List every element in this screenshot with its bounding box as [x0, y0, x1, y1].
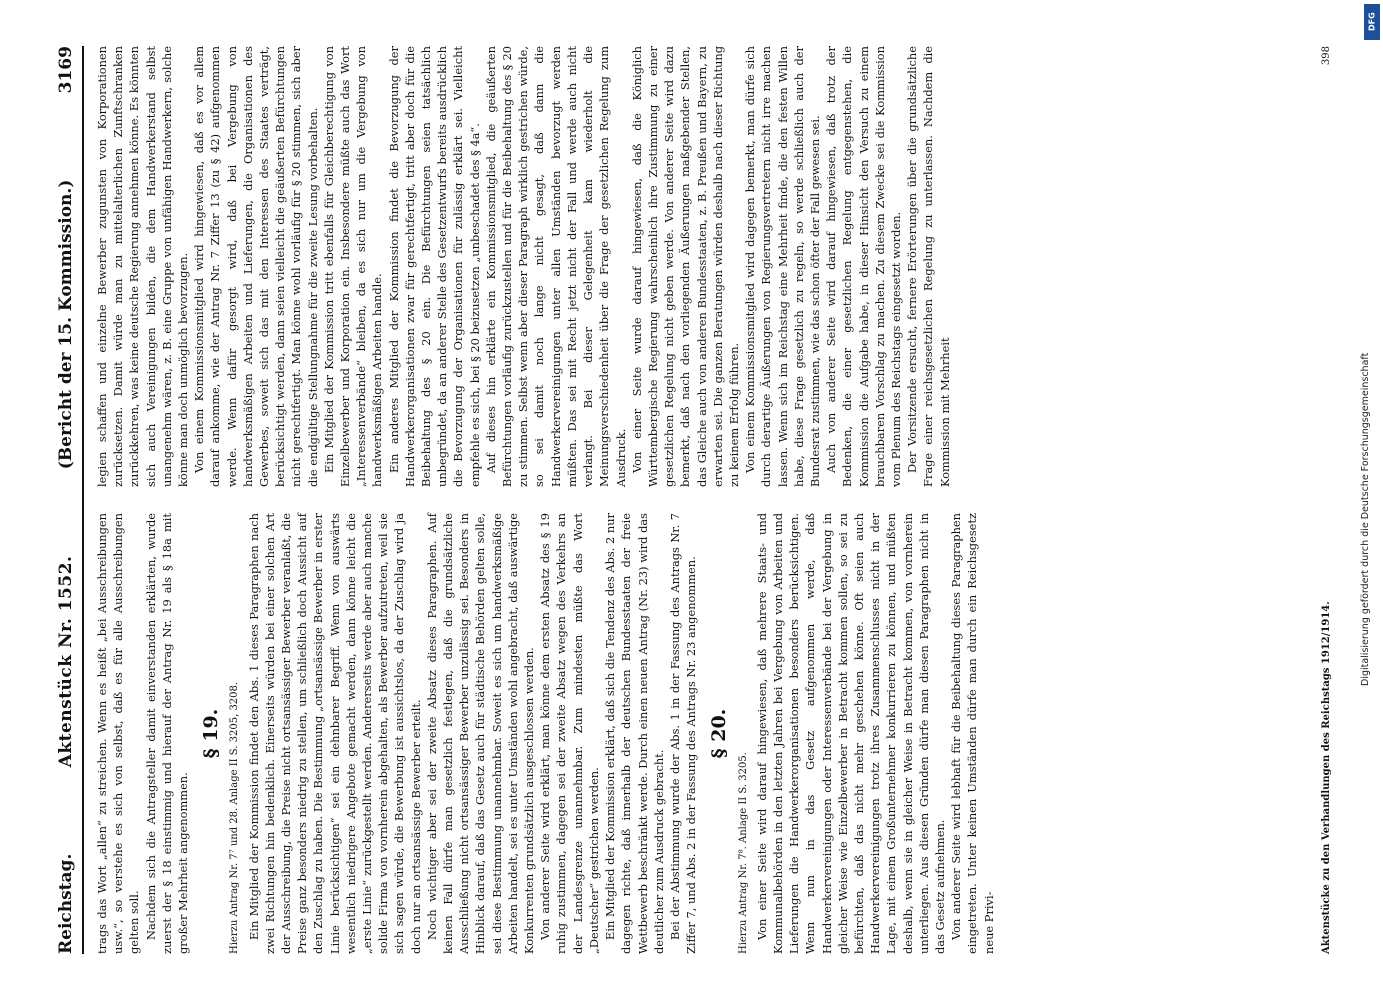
page-footer	[1321, 46, 1332, 954]
paragraph: Noch wichtiger aber sei der zweite Absatz dieses Paragraphen. Auf keinen Fall dürfe man gesetzlich festlegen, daß die grundsätzliche Ausschließung nicht ortsansässiger Bewerber unzulässig sei. Besonders in Hinblick darauf, daß das Gesetz auch für städtische Behörden gelten solle, sei diese Bestimmung unannehmbar. Soweit es sich um handwerksmäßige Arbeiten handelt, sei es unter Umständen wohl angebracht, daß auswärtige Konkurrenten grundsätzlich ausgeschlossen werden.	[424, 513, 537, 954]
digitization-notice: Digitalisierung gefördert durch die Deutsche Forschungsgemeinschaft	[1360, 352, 1371, 686]
right-column	[94, 46, 997, 487]
paragraph: Von anderer Seite wird erklärt, man könne dem ersten Absatz des § 19 ruhig zustimmen, dagegen sei der zweite Absatz wegen des Verkehrs an der Landesgrenze unannehmbar. Zum mindesten müßte das Wort „Deutscher“ gestrichen werden.	[538, 513, 601, 954]
section-note: Hierzu Antrag Nr. 7⁸. Anlage II S. 3205.	[737, 752, 749, 954]
paragraph: Ein Mitglied der Kommission findet den Abs. 1 dieses Paragraphen nach zwei Richtungen hin bedenklich. Einerseits würden bei einer solchen Art der Ausschreibung, die Preise nicht ortsansässiger Bewerber veranlaßt, die Preise ganz besonders niedrig zu stellen, um schließlich doch Aussicht auf den Zuschlag zu haben. Die Bestimmung „ortsansässige Bewerber in erster Linie berücksichtigen“ sei ein dehnbarer Begriff. Wenn von auswärts wesentlich niedrigere Angebote gemacht werden, dann könne leicht die „erste Linie“ zurückgestellt werden. Andererseits werde aber auch manche solide Firma von vornherein abgehalten, als Bewerber aufzutreten, weil sie sich sagen würde, die Bewerbung ist aussichtslos, da der Zuschlag wird ja doch nur an ortsansässige Bewerber erteilt.	[246, 513, 423, 954]
text-columns	[94, 46, 997, 954]
paragraph: Auf dieses hin erklärte ein Kommissionsmitglied, die geäußerten Befürchtungen vorläufig zurückzustellen und für die Beibehaltung des § 20 zu stimmen. Selbst wenn aber dieser Paragraph wirklich gestrichen würde, so sei damit noch lange nicht gesagt, daß dann die Handwerkervereinigungen unter allen Umständen bevorzugt werden müßten. Das sei mit Recht jetzt nicht der Fall und werde auch nicht verlangt. Bei dieser Gelegenheit kam wiederholt die Meinungsverschiedenheit über die Frage der gesetzlichen Regelung zum Ausdruck.	[483, 46, 628, 487]
paragraph: Von einem Kommissionsmitglied wird dagegen bemerkt, man dürfe sich durch derartige Äußerungen von Regierungsvertretern nicht irre machen lassen. Wenn sich im Reichstag eine Mehrheit finde, die den festen Willen habe, diese Frage gesetzlich zu regeln, so werde schließlich auch der Bundesrat zustimmen, wie das schon öfter der Fall gewesen sei.	[743, 46, 822, 487]
paragraph: Von einer Seite wurde darauf hingewiesen, daß die Königlich Württembergische Regierung wahrscheinlich ihre Zustimmung zu einer gesetzlichen Regelung nicht geben werde. Von anderer Seite wird dazu bemerkt, daß nach den vorliegenden Äußerungen maßgebender Stellen, das Gleiche auch von anderen Bundesstaaten, z. B. Preußen und Bayern, zu erwarten sei. Die ganzen Beratungen würden deshalb nach dieser Richtung zu keinem Erfolg führen.	[629, 46, 741, 487]
paragraph: Von anderer Seite wird lebhaft für die Beibehaltung dieses Paragraphen eingetreten. Unter keinen Umständen dürfe man durch ein Reichsgesetz neue Privi-	[949, 513, 996, 954]
paragraph: Der Vorsitzende ersucht, fernere Erörterungen über die grundsätzliche Frage einer reichsgesetzlichen Regelung zu unterlassen. Nachdem die Kommission mit Mehrheit	[905, 46, 952, 487]
footer-page-mark: 398	[1321, 46, 1332, 66]
paragraph: Ein Mitglied der Kommission erklärt, daß sich die Tendenz des Abs. 2 nur dagegen richte, daß innerhalb der deutschen Bundesstaaten der freie Wettbewerb beschränkt werde. Durch einen neuen Antrag (Nr. 23) wird das deutlicher zum Ausdruck gebracht.	[603, 513, 666, 954]
page-header	[56, 46, 84, 954]
page-number: 3169	[56, 46, 76, 94]
dfg-logo: DFG	[1364, 4, 1380, 40]
paragraph: Von einer Seite wird darauf hingewiesen, daß mehrere Staats- und Kommunalbehörden in den letzten Jahren bei Vergebung von Arbeiten und Lieferungen die Handwerkerorganisationen besonders berücksichtigen. Wenn nun in das Gesetz aufgenommen werde, daß Handwerkervereinigungen oder Interessenverbände bei der Vergebung in gleicher Weise wie Einzelbewerber in Betracht kommen sollen, so sei zu befürchten, daß das nicht mehr geschehen könne. Oft seien auch Handwerkervereinigungen trotz ihres Zusammenschlusses nicht in der Lage, mit einem Großunternehmer konkurrieren zu können, und müßten deshalb, wenn sie in gleicher Weise in Betracht kommen, von vornherein unterliegen. Aus diesen Gründen dürfe man diesen Paragraphen nicht in das Gesetz aufnehmen.	[754, 513, 947, 954]
paragraph: Nachdem sich die Antragsteller damit einverstanden erklärten, wurde zuerst der § 18 einstimmig und hierauf der Antrag Nr. 19 als § 18a mit großer Mehrheit angenommen.	[143, 513, 191, 954]
paragraph: legien schaffen und einzelne Bewerber zugunsten von Korporationen zurücksetzen. Damit würde man zu mittelalterlichen Zunftschranken zurückkehren, was keine deutsche Regierung annehmen könne. Es könnten sich auch Vereinigungen bilden, die dem Handwerkerstand selbst unangenehm wären, z. B. eine Gruppe von unfähigen Handwerkern, solche könne man doch unmöglich bevorzugen.	[95, 46, 191, 487]
header-document-number: Aktenstück Nr. 1552.	[56, 555, 76, 768]
paragraph: Von einem Kommissionsmitglied wird hingewiesen, daß es vor allem darauf ankomme, wie der Antrag Nr. 7 Ziffer 13 (zu § 42) aufgenommen werde. Wenn dafür gesorgt wird, daß bei Vergebung von handwerksmäßigen Arbeiten und Lieferungen, die Organisationen des Gewerbes, soweit sich das mit den Interessen des Staates verträgt, berücksichtigt werden, dann seien vielleicht die geäußerten Befürchtungen nicht gerechtfertigt. Man könne wohl vorläufig für § 20 stimmen, sich aber die endgültige Stellungnahme für die zweite Lesung vorbehalten.	[192, 46, 320, 487]
section-heading-20: § 20.	[708, 708, 731, 759]
paragraph: Auch von anderer Seite wird darauf hingewiesen, daß trotz der Bedenken, die einer gesetzlichen Regelung entgegenstehen, die Kommission die Aufgabe habe, in dieser Hinsicht den Versuch zu einem brauchbaren Vorschlag zu machen. Zu diesem Zwecke sei die Kommission vom Plenum des Reichstags eingesetzt worden.	[824, 46, 903, 487]
left-column	[94, 513, 997, 954]
paragraph: Bei der Abstimmung wurde der Abs. 1 in der Fassung des Antrags Nr. 7 Ziffer 7, und Abs. 2 in der Fassung des Antrags Nr. 23 angenommen.	[667, 513, 699, 954]
paragraph: Ein Mitglied der Kommission tritt ebenfalls für Gleichberechtigung von Einzelbewerber und Korporation ein. Insbesondere müßte auch das Wort „Interessenverbände“ bleiben, da es sich nur um die Vergebung von handwerksmäßigen Arbeiten handle.	[321, 46, 385, 487]
header-left: Reichstag.	[56, 853, 76, 954]
paragraph: Ein anderes Mitglied der Kommission findet die Bevorzugung der Handwerkerorganisationen zwar für gerechtfertigt, tritt aber doch für die Beibehaltung des § 20 ein. Die Befürchtungen seien tatsächlich unbegründet, da an anderer Stelle des Gesetzentwurfs bereits ausdrücklich die Bevorzugung der Organisationen für zulässig erklärt sei. Vielleicht empfehle es sich, bei § 20 beizusetzen „unbeschadet des § 4a“.	[386, 46, 482, 487]
section-note: Hierzu Antrag Nr. 7⁷ und 28. Anlage II S. 3205, 3208.	[229, 681, 241, 954]
header-report-title: (Bericht der 15. Kommission.)	[56, 179, 76, 470]
section-heading-19: § 19.	[200, 708, 223, 759]
paragraph: trags das Wort „allen“ zu streichen. Wenn es heißt „bei Ausschreibungen usw.“, so verstehe es sich von selbst, daß es für alle Ausschreibungen gelten soll.	[95, 513, 142, 954]
footer-source: Aktenstücke zu den Verhandlungen des Reichstags 1912/1914.	[1321, 601, 1332, 954]
document-page	[28, 0, 1348, 1000]
